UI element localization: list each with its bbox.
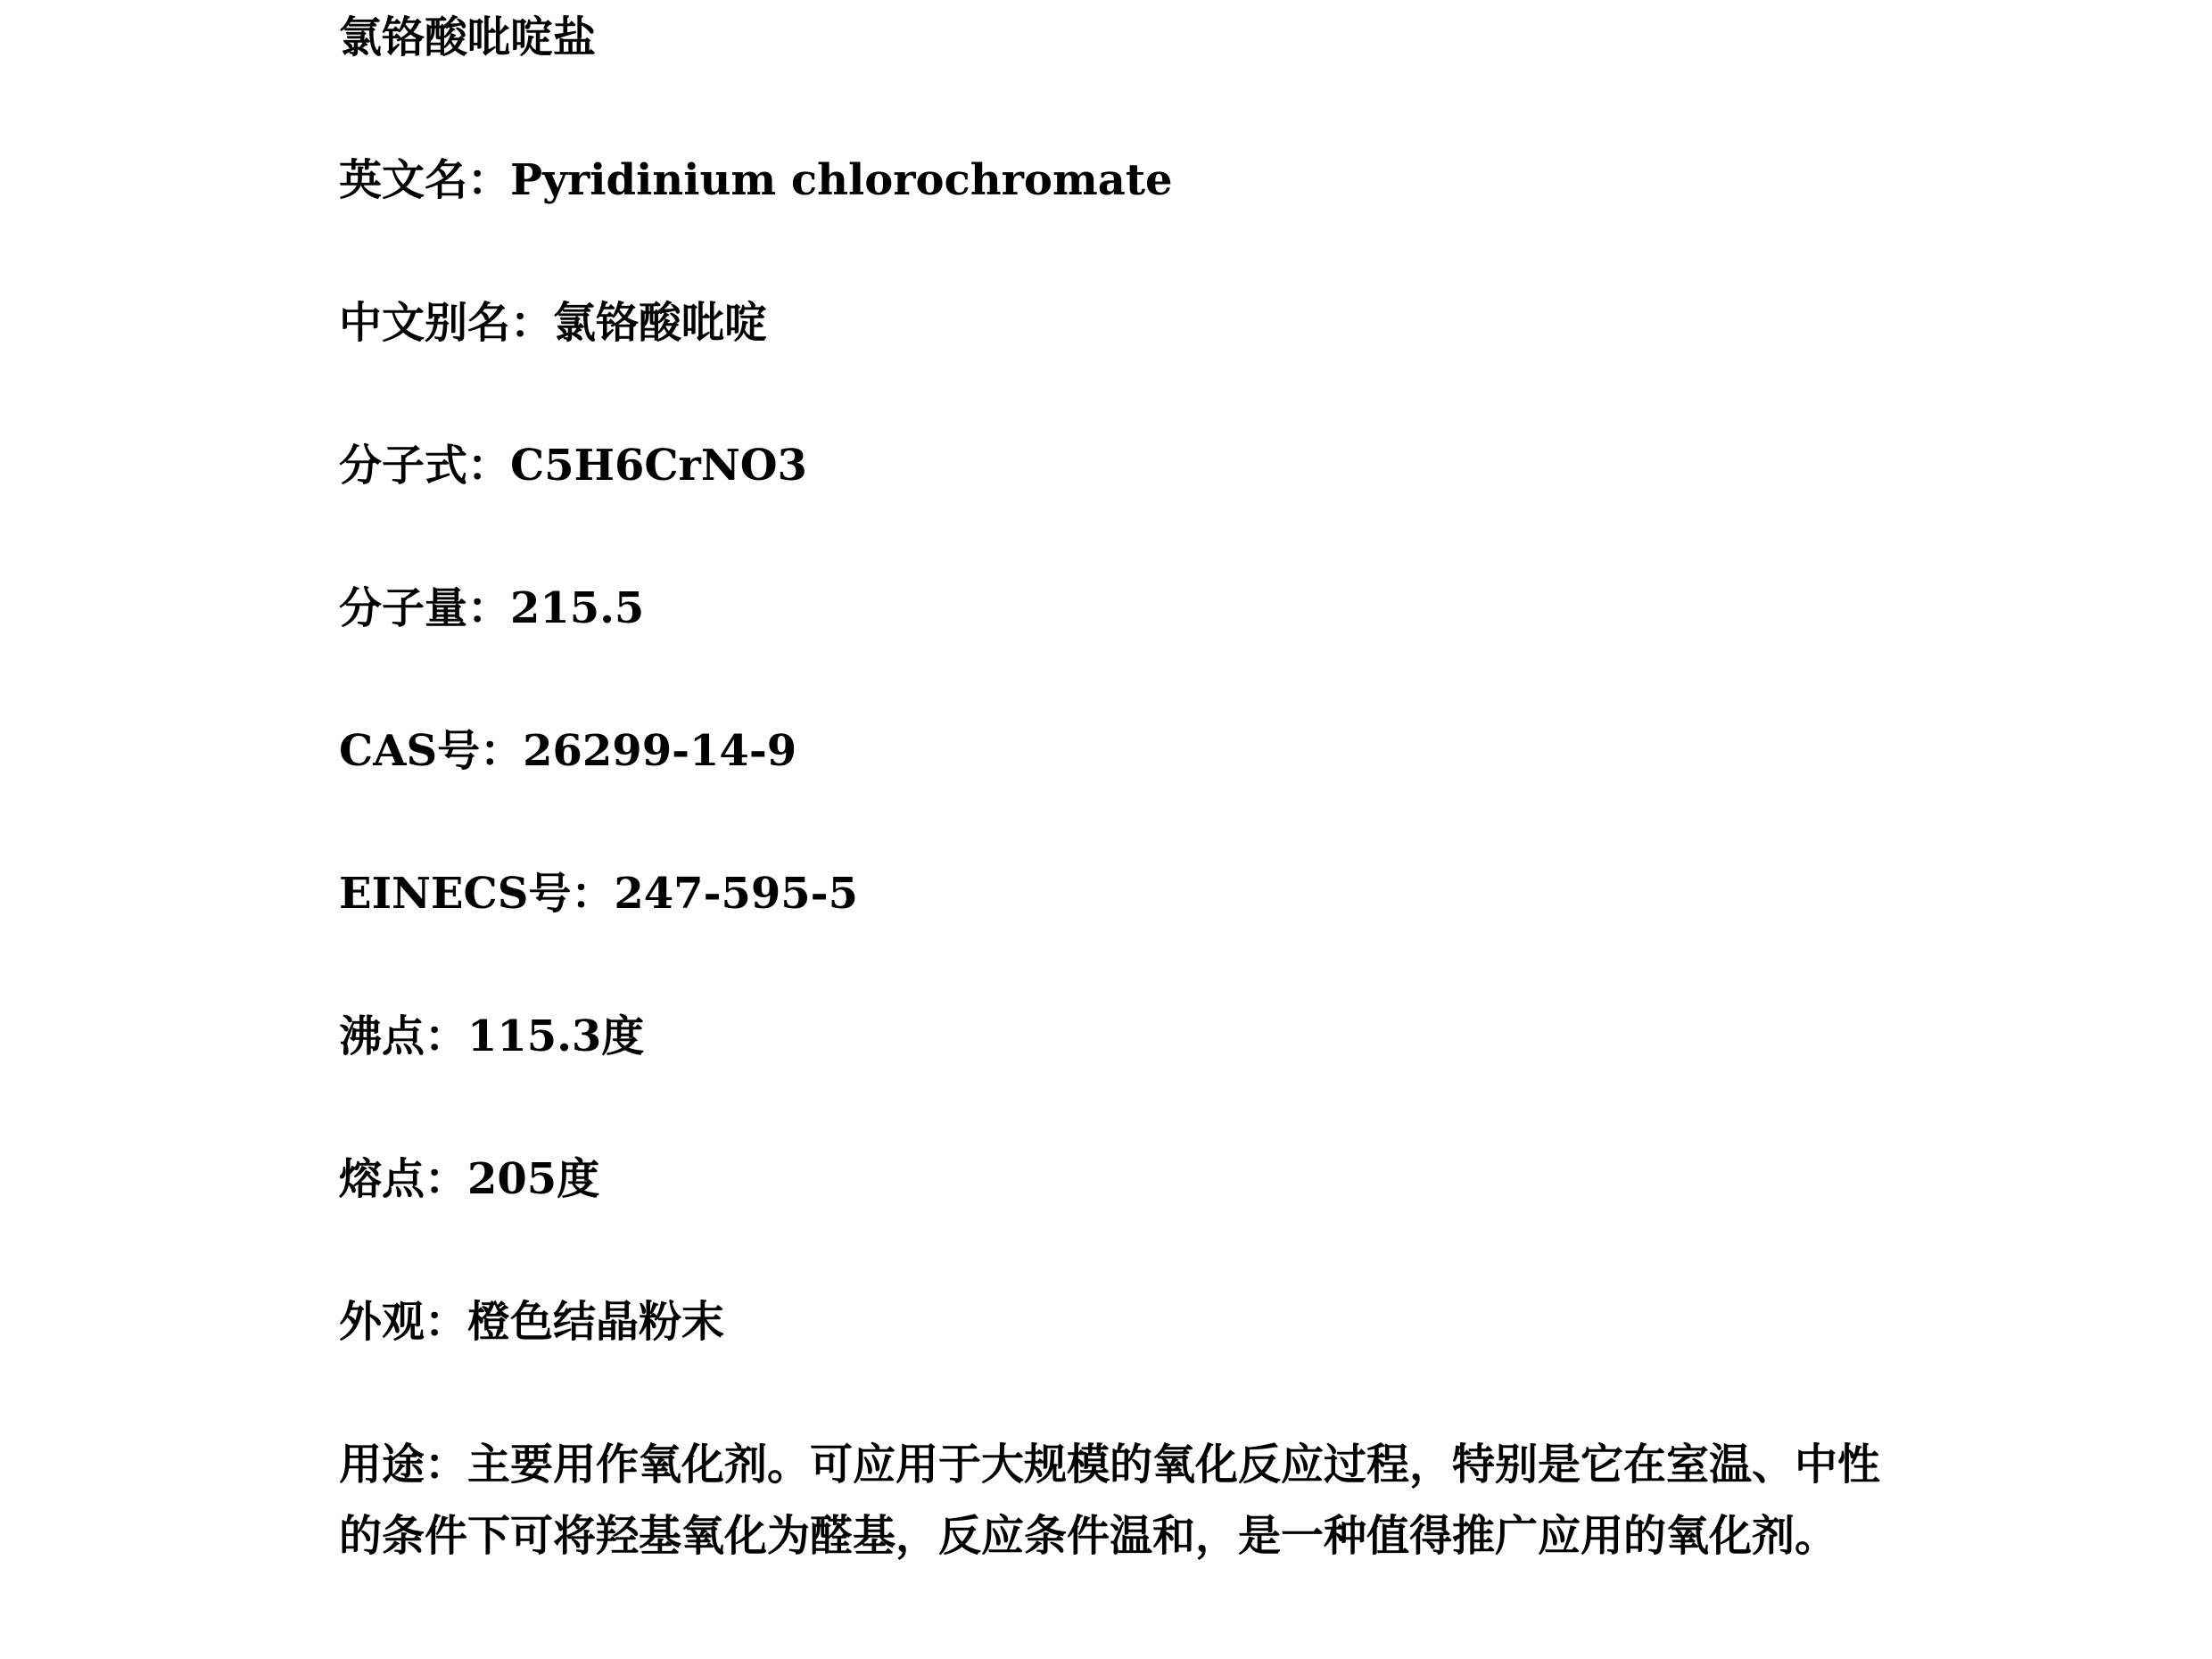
chinese-alias-line: 中文别名：氯铬酸吡啶 (339, 298, 768, 348)
molecular-weight-line: 分子量：215.5 (339, 583, 645, 633)
boiling-point-line: 沸点：115.3度 (339, 1011, 645, 1061)
melting-point-line: 熔点：205度 (339, 1154, 600, 1204)
cas-number-line: CAS号：26299-14-9 (339, 726, 797, 776)
english-name-line: 英文名：Pyridinium chlorochromate (339, 155, 1173, 205)
appearance-line: 外观：橙色结晶粉末 (339, 1297, 725, 1347)
usage-paragraph: 用途：主要用作氧化剂。可应用于大规模的氧化反应过程，特别是它在室温、中性的条件下可将羟基氧化为醛基，反应条件温和，是一种值得推广应用的氧化剂。 (339, 1440, 1881, 1561)
molecular-formula-line: 分子式：C5H6CrNO3 (339, 441, 807, 491)
einecs-number-line: EINECS号：247-595-5 (339, 869, 859, 919)
document-title: 氯铬酸吡啶盐 (339, 12, 597, 62)
